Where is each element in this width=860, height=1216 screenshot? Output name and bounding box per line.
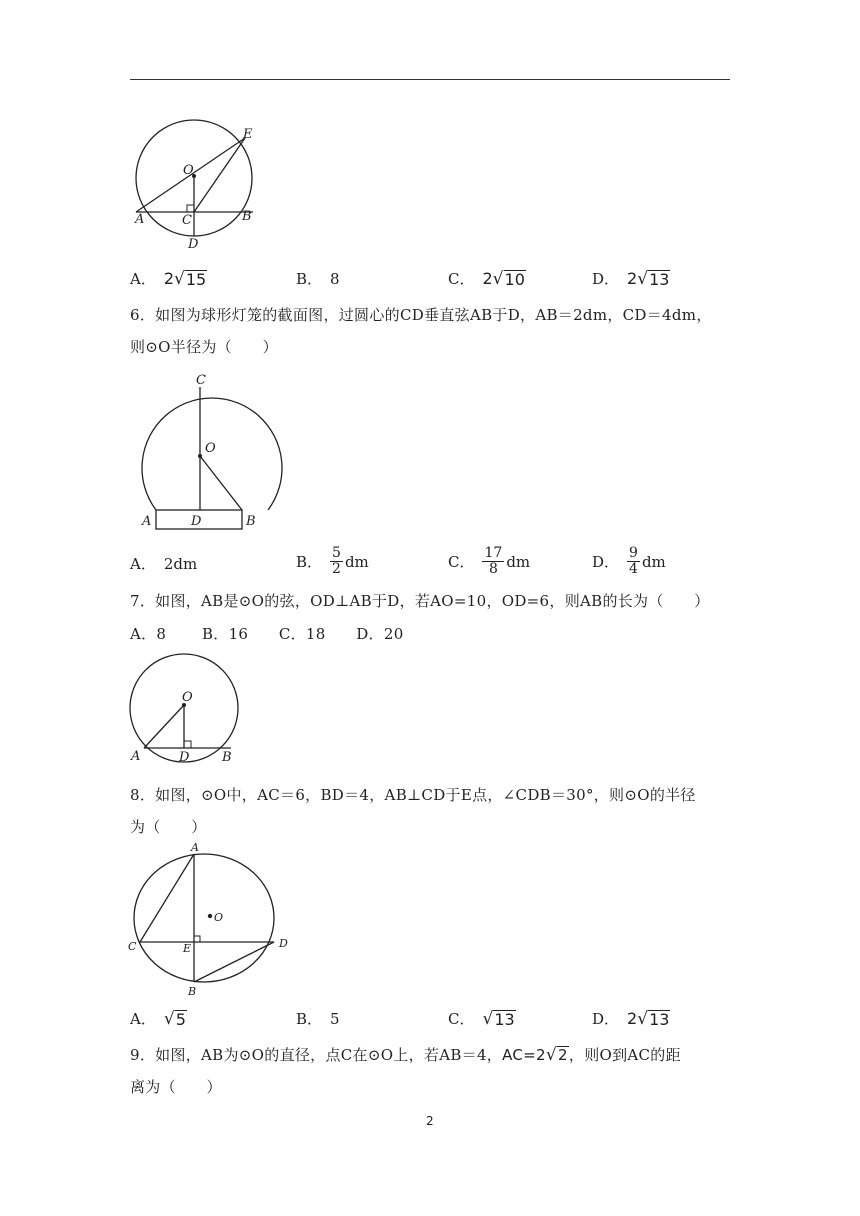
- q6-figure: [125, 370, 285, 540]
- q7-label-o: O: [182, 690, 193, 705]
- q8-figure: [125, 838, 295, 998]
- q6-label-o: O: [205, 441, 216, 456]
- q6-option-d: D． $\frac{9}{4}$ dm: [592, 545, 666, 577]
- q8-label-o: O: [214, 911, 224, 924]
- q8-option-d: D． 2 √ 13: [592, 1009, 670, 1029]
- q8-label-e: E: [183, 942, 192, 955]
- header-rule: [130, 79, 730, 80]
- q5-label-e: E: [243, 127, 253, 142]
- q8-label-c: C: [128, 940, 137, 953]
- q5-option-b: B． 8: [296, 270, 340, 288]
- q7-label-d: D: [179, 750, 190, 765]
- q5-option-d: D． 2 √ 13: [592, 269, 670, 289]
- q8-label-a: A: [191, 841, 199, 854]
- q6-label-b: B: [246, 514, 256, 529]
- q8-label-d: D: [279, 937, 288, 950]
- q5-label-a: A: [135, 212, 145, 227]
- q6-option-b: B． $\frac{5}{2}$ dm: [296, 545, 369, 577]
- q7-figure: [125, 655, 255, 770]
- q9-stem-post: ，则O到AC的距: [568, 1046, 681, 1064]
- q8-stem-line2: 为（ ）: [130, 818, 207, 836]
- q9-stem-pre: 9．如图，AB为⊙O的直径，点C在⊙O上，若AB＝4，: [130, 1046, 503, 1064]
- q7-label-a: A: [131, 749, 141, 764]
- q5-option-a: A． 2 √ 15: [130, 269, 207, 289]
- q6-option-c: C． $\frac{17}{8}$ dm: [448, 545, 531, 577]
- q5-label-b: B: [242, 209, 252, 224]
- q8-option-c: C． √ 13: [448, 1009, 515, 1029]
- q5-figure: [125, 120, 265, 260]
- q6-label-a: A: [142, 514, 152, 529]
- q6-stem-line2: 则⊙O半径为（ ）: [130, 338, 278, 356]
- q7-label-b: B: [222, 750, 232, 765]
- q9-ac-expr: AC=2 √ 2: [502, 1045, 568, 1065]
- q5-label-c: C: [182, 213, 192, 228]
- q9-stem-line2: 离为（ ）: [130, 1078, 222, 1096]
- q8-option-a: A． √ 5: [130, 1009, 186, 1029]
- q6-label-c: C: [196, 373, 206, 388]
- q5-label-d: D: [188, 237, 199, 252]
- q7-options: A．8 B．16 C．18 D．20: [130, 625, 404, 643]
- q8-label-b: B: [188, 985, 197, 998]
- q6-label-d: D: [191, 514, 202, 529]
- q5-option-c: C． 2 √ 10: [448, 269, 525, 289]
- q9-stem-line1: [130, 1045, 681, 1065]
- q6-stem-line1: 6．如图为球形灯笼的截面图，过圆心的CD垂直弦AB于D，AB＝2dm，CD＝4dm，: [130, 306, 712, 324]
- q5-label-o: O: [183, 163, 194, 178]
- q7-stem: 7．如图，AB是⊙O的弦，OD⊥AB于D，若AO=10，OD=6，则AB的长为（ ）: [130, 592, 710, 610]
- q6-option-a: A． 2dm: [130, 555, 198, 573]
- q8-option-b: B． 5: [296, 1010, 340, 1028]
- page-number: 2: [426, 1114, 434, 1128]
- q8-stem-line1: 8．如图，⊙O中，AC＝6，BD＝4，AB⊥CD于E点，∠CDB＝30°，则⊙O的半径: [130, 786, 696, 804]
